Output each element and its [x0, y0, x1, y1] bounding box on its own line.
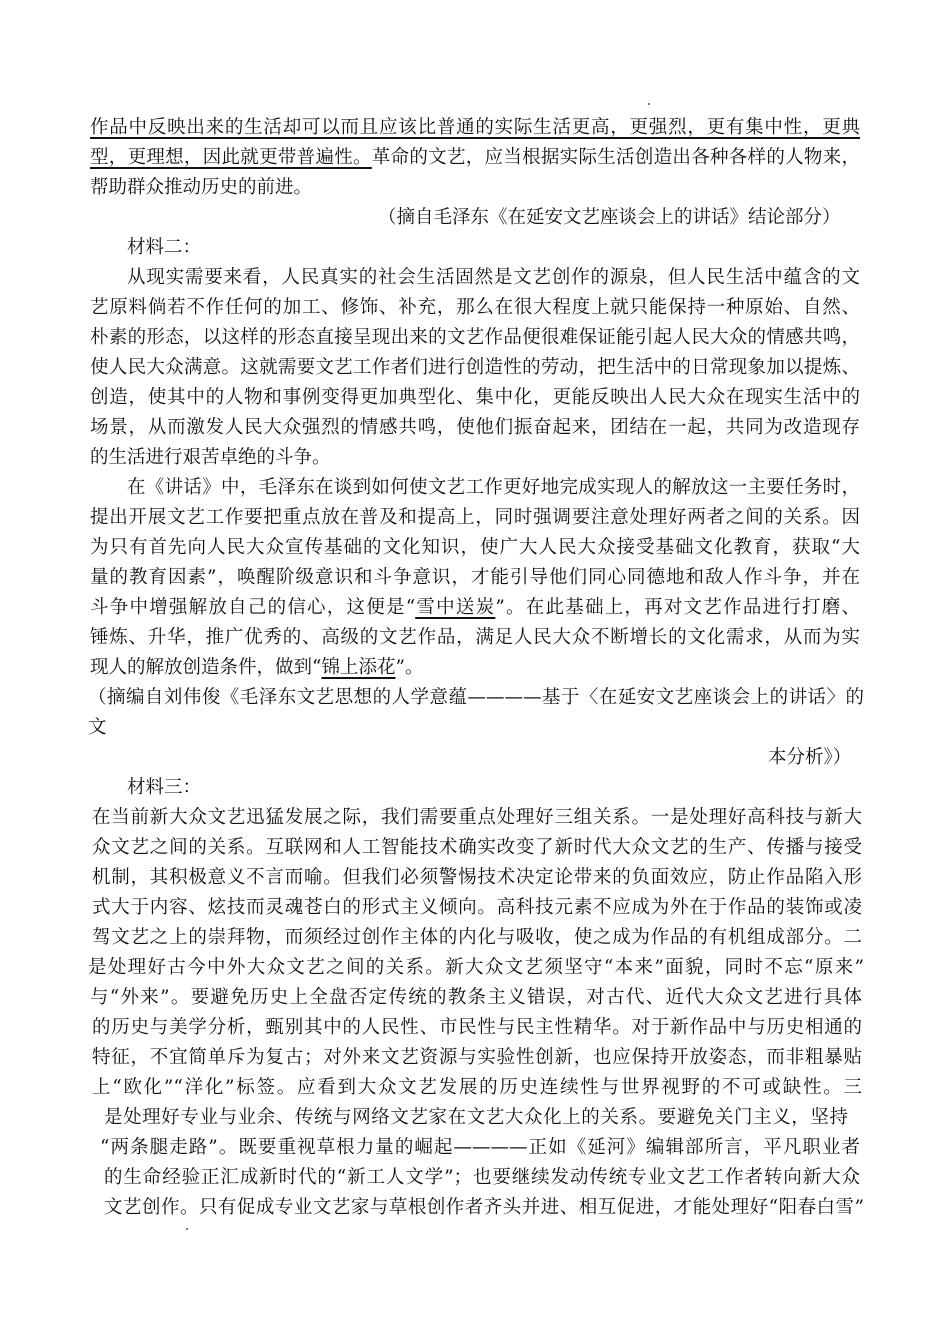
text-line: 驾文艺之上的崇拜物，而须经过创作主体的内化与吸收，使之成为作品的有机组成部分。二 [92, 927, 862, 948]
scan-dot-top [648, 103, 650, 105]
source-citation: 文 [88, 717, 107, 738]
text-line: 的历史与美学分析，甄别其中的人民性、市民性与民主性精华。对于新作品中与历史相通的 [92, 1017, 862, 1038]
section-heading: 材料二： [127, 237, 202, 258]
text-line: 创造，使其中的人物和事例变得更加典型化、集中化，更能反映出人民大众在现实生活中的 [90, 387, 860, 408]
text-span: 革命的文艺，应当根据实际生活创造出各种各样的人物来， [371, 147, 860, 168]
text-line: 众文艺之间的关系。互联网和人工智能技术确实改变了新时代大众文艺的生产、传播与接受 [92, 837, 862, 858]
text-line [90, 143, 860, 173]
text-line: 从现实需要来看，人民真实的社会生活固然是文艺创作的源泉，但人民生活中蕴含的文 [127, 267, 860, 288]
text-line: 的生活进行艰苦卓绝的斗争。 [90, 447, 331, 468]
text-line: 是处理好专业与业余、传统与网络文艺家在文艺大众化上的关系。要避免关门主义，坚持 [104, 1107, 848, 1128]
text-line: 艺原料倘若不作任何的加工、修饰、补充，那么在很大程度上就只能保持一种原始、自然、 [90, 297, 860, 318]
text-line [90, 593, 860, 623]
text-line [90, 653, 423, 683]
underlined-phrase: 雪中送炭 [415, 597, 496, 618]
source-citation: 本分析》） [768, 747, 852, 768]
text-line: 朴素的形态，以这样的形态直接呈现出来的文艺作品便很难保证能引起人民大众的情感共鸣， [90, 327, 860, 348]
text-line: 在当前新大众文艺迅猛发展之际，我们需要重点处理好三组关系。一是处理好高科技与新大 [92, 807, 862, 828]
underlined-phrase: 型，更理想，因此就更带普遍性。 [90, 147, 372, 168]
text-line: 帮助群众推动历史的前进。 [90, 177, 313, 198]
text-line: 使人民大众满意。这就需要文艺工作者们进行创造性的劳动，把生活中的日常现象加以提炼、 [90, 357, 860, 378]
source-citation: （摘编自刘伟俊《毛泽东文艺思想的人学意蕴————基于〈在延安文艺座谈会上的讲话〉的 [88, 687, 864, 708]
text-line: 文艺创作。只有促成专业文艺家与草根创作者齐头并进、相互促进，才能处理好“阳春白雪” [104, 1197, 864, 1218]
text-line: 特征，不宜简单斥为复古；对外来文艺资源与实验性创新，也应保持开放姿态，而非粗暴贴 [92, 1047, 862, 1068]
text-line: 上“欧化”“洋化”标签。应看到大众文艺发展的历史连续性与世界视野的不可或缺性。三 [92, 1077, 862, 1098]
text-line: 机制，其积极意义不言而喻。但我们必须警惕技术决定论带来的负面效应，防止作品陷入形 [92, 867, 862, 888]
text-line: 锤炼、升华，推广优秀的、高级的文艺作品，满足人民大众不断增长的文化需求，从而为实 [90, 627, 860, 648]
text-line: 量的教育因素”，唤醒阶级意识和斗争意识，才能引导他们同心同德地和敌人作斗争，并在 [90, 567, 860, 588]
text-line: 作品中反映出来的生活却可以而且应该比普通的实际生活更高，更强烈，更有集中性，更典 [90, 117, 860, 138]
section-heading: 材料三： [127, 777, 202, 798]
text-span: 现人的解放创造条件，做到“ [90, 657, 322, 678]
text-line: 提出开展文艺工作要把重点放在普及和提高上，同时强调要注意处理好两者之间的关系。因 [90, 507, 860, 528]
text-line: 在《讲话》中，毛泽东在谈到如何使文艺工作更好地完成实现人的解放这一主要任务时， [127, 477, 860, 498]
scan-dot-bottom [186, 1228, 188, 1230]
text-line: 的生命经验正汇成新时代的“新工人文学”；也要继续发动传统专业文艺工作者转向新大众 [104, 1167, 860, 1188]
text-line: 式大于内容、炫技而灵魂苍白的形式主义倾向。高科技元素不应成为外在于作品的装饰或凌 [92, 897, 862, 918]
text-line: 为只有首先向人民大众宣传基础的文化知识，使广大人民大众接受基础文化教育，获取“大 [90, 537, 860, 558]
text-line: 与“外来”。要避免历史上全盘否定传统的教条主义错误，对古代、近代大众文艺进行具体 [90, 987, 862, 1008]
text-line: 场景，从而激发人民大众强烈的情感共鸣，使他们振奋起来，团结在一起，共同为改造现存 [90, 417, 860, 438]
underlined-phrase: 锦上添花 [321, 657, 396, 678]
text-span: ”。 [395, 657, 424, 678]
text-span: 斗争中增强解放自己的信心，这便是“ [90, 597, 416, 618]
text-span: ”。在此基础上，再对文艺作品进行打磨、 [495, 597, 860, 618]
text-line: 是处理好古今中外大众文艺之间的关系。新大众文艺须坚守“本来”面貌，同时不忘“原来” [88, 957, 864, 978]
source-citation: （摘自毛泽东《在延安文艺座谈会上的讲话》结论部分） [378, 207, 841, 228]
text-line: “两条腿走路”。既要重视草根力量的崛起————正如《延河》编辑部所言，平凡职业者 [100, 1137, 860, 1158]
